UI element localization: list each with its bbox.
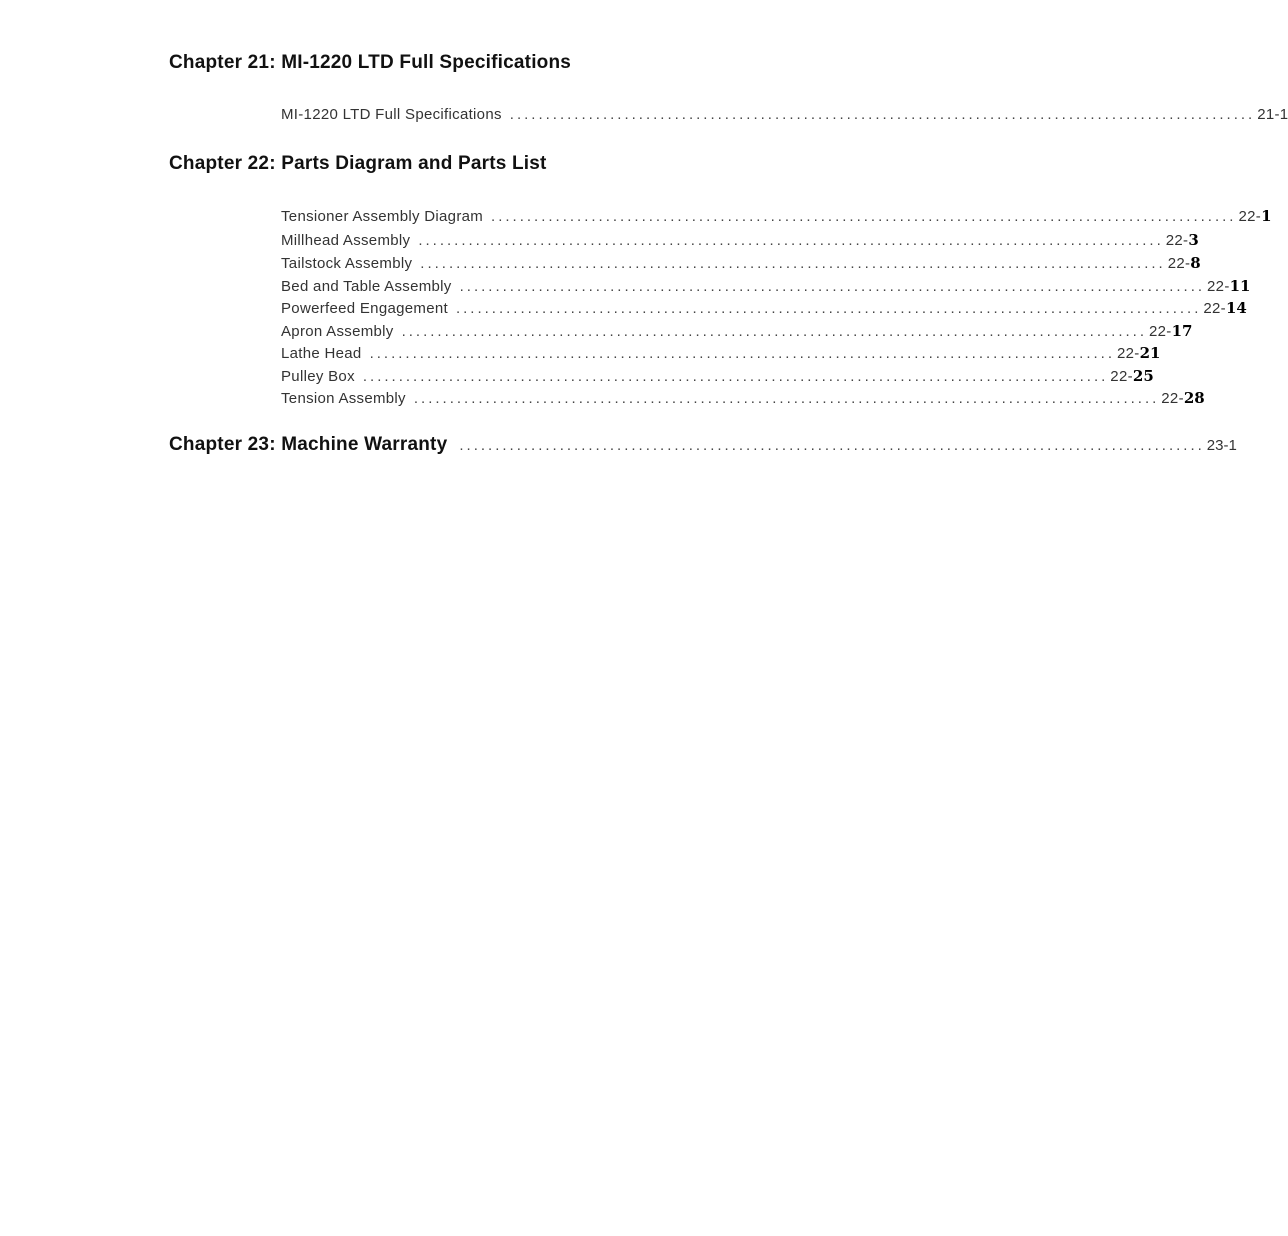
toc-entry-apron-assembly[interactable] — [281, 322, 1193, 344]
toc-entry-page-number: 14 — [1225, 299, 1247, 317]
toc-entry-page-number: 3 — [1188, 231, 1199, 249]
dot-leader: ........................................................................................................ — [455, 300, 1202, 317]
dot-leader: ........................................................................................................ — [491, 208, 1237, 225]
toc-entry-page-prefix: 22- — [1165, 232, 1189, 249]
toc-entry-label: Tension Assembly — [281, 390, 406, 407]
toc-entry-page-prefix: 22- — [1167, 255, 1191, 272]
toc-entry-tension-assembly[interactable] — [281, 389, 1205, 411]
dot-leader: ........................................................................................................ — [413, 390, 1160, 407]
chapter-21-heading: Chapter 21: MI-1220 LTD Full Specifications — [169, 52, 572, 73]
toc-entry-label: Bed and Table Assembly — [281, 278, 452, 295]
toc-entry-bed-and-table-assembly[interactable] — [281, 277, 1251, 299]
dot-leader: ........................................................................................................ — [459, 437, 1205, 454]
toc-entry-page-prefix: 22- — [1203, 300, 1226, 317]
chapter-22-heading: Chapter 22: Parts Diagram and Parts List — [169, 153, 547, 174]
toc-entry-page-number: 11 — [1229, 277, 1251, 295]
toc-entry-millhead-assembly[interactable] — [281, 231, 1199, 253]
dot-leader: ........................................................................................................ — [418, 232, 1164, 249]
dot-leader: ........................................................................................................ — [420, 255, 1166, 272]
toc-entry-page-number: 21 — [1139, 344, 1161, 362]
toc-entry-page-prefix: 22- — [1161, 390, 1184, 407]
toc-entry-label: Tensioner Assembly Diagram — [281, 208, 484, 225]
dot-leader: ........................................................................................................ — [509, 106, 1256, 123]
toc-entry-page: 21-1 — [1257, 106, 1288, 123]
toc-entry-page-prefix: 22- — [1207, 278, 1230, 295]
toc-entry-powerfeed-engagement[interactable] — [281, 299, 1247, 321]
toc-entry-label: MI-1220 LTD Full Specifications — [281, 106, 502, 123]
toc-entry-label: Lathe Head — [281, 345, 362, 362]
toc-entry-pulley-box[interactable] — [281, 367, 1154, 389]
toc-entry-label: Pulley Box — [281, 368, 355, 385]
dot-leader: ........................................................................................................ — [362, 368, 1109, 385]
toc-entry-tensioner-assembly-diagram[interactable] — [281, 207, 1272, 229]
toc-entry-page-number: 25 — [1132, 367, 1154, 385]
toc-entry-tailstock-assembly[interactable] — [281, 254, 1201, 276]
toc-entry-label: Powerfeed Engagement — [281, 300, 448, 317]
toc-entry-label: Apron Assembly — [281, 323, 394, 340]
toc-entry-label: Millhead Assembly — [281, 232, 411, 249]
toc-entry-page-prefix: 22- — [1110, 368, 1133, 385]
dot-leader: ........................................................................................................ — [401, 323, 1148, 340]
chapter-23-page: 23-1 — [1206, 437, 1237, 454]
toc-entry-label: Tailstock Assembly — [281, 255, 413, 272]
toc-entry-page-number: 1 — [1261, 207, 1272, 225]
chapter-23-entry[interactable] — [169, 434, 1237, 456]
toc-entry-page-prefix: 22- — [1149, 323, 1172, 340]
chapter-23-heading: Chapter 23: Machine Warranty — [169, 434, 448, 455]
toc-entry-page-number: 8 — [1190, 254, 1201, 272]
dot-leader: ........................................................................................................ — [459, 278, 1206, 295]
toc-entry-page-number: 28 — [1183, 389, 1205, 407]
toc-entry-full-specifications[interactable] — [281, 106, 1288, 128]
dot-leader: ........................................................................................................ — [369, 345, 1115, 362]
toc-entry-lathe-head[interactable] — [281, 344, 1161, 366]
toc-entry-page-prefix: 22- — [1238, 208, 1262, 225]
toc-entry-page-number: 17 — [1171, 322, 1193, 340]
toc-entry-page-prefix: 22- — [1117, 345, 1140, 362]
